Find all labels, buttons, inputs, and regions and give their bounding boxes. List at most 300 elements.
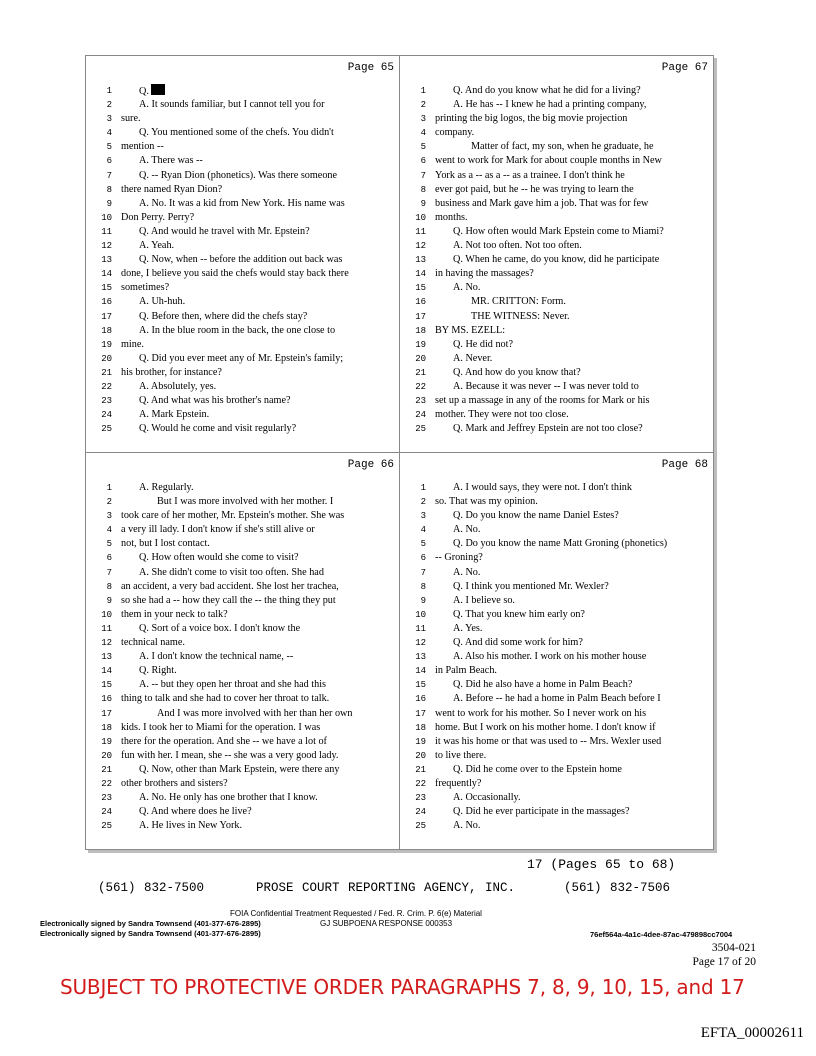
transcript-line (400, 112, 713, 126)
line-number: 21 (101, 367, 112, 378)
transcript-line (400, 566, 713, 580)
transcript-line (400, 608, 713, 622)
line-text: But I was more involved with her mother. I (157, 496, 334, 508)
redaction-box (151, 84, 165, 95)
line-number: 4 (106, 525, 112, 536)
line-text: A. I don't know the technical name, -- (139, 651, 294, 663)
line-number: 14 (101, 666, 112, 677)
line-number: 10 (415, 212, 426, 223)
line-text: other brothers and sisters? (121, 777, 228, 789)
transcript-line (400, 197, 713, 211)
line-number: 22 (101, 778, 112, 789)
transcript-line (86, 267, 399, 281)
line-number: 21 (415, 367, 426, 378)
line-text: Q. (139, 84, 165, 99)
transcript-line (400, 126, 713, 140)
line-text: home. But I work on his mother home. I don't know if (435, 721, 656, 733)
line-number: 6 (420, 156, 426, 167)
pages-summary: 17 (Pages 65 to 68) (527, 857, 676, 872)
line-number: 13 (415, 255, 426, 266)
transcript-line (86, 636, 399, 650)
line-number: 13 (101, 255, 112, 266)
line-text: Q. Did he ever participate in the massages? (453, 806, 630, 818)
transcript-line (400, 281, 713, 295)
line-number: 17 (101, 708, 112, 719)
transcript-line (86, 140, 399, 154)
line-text: Q. Sort of a voice box. I don't know the (139, 622, 301, 634)
line-number: 22 (415, 778, 426, 789)
line-text: A. Uh-huh. (139, 296, 186, 308)
transcript-line (400, 636, 713, 650)
line-number: 9 (420, 198, 426, 209)
line-text: went to work for Mark for about couple months in New (435, 155, 662, 167)
line-text: And I was more involved with her than her own (157, 707, 353, 719)
page-label: Page 68 (661, 459, 708, 471)
line-number: 8 (420, 184, 426, 195)
transcript-line (400, 366, 713, 380)
line-text: Q. And would he travel with Mr. Epstein? (139, 225, 310, 237)
line-number: 1 (420, 483, 426, 493)
line-text: Q. How often would she come to visit? (139, 552, 299, 564)
transcript-line (86, 324, 399, 338)
line-number: 24 (415, 410, 426, 421)
e-signature-2: Electronically signed by Sandra Townsend (401-377-676-2895) (40, 929, 261, 938)
transcript-line (400, 211, 713, 225)
line-text: fun with her. I mean, she -- she was a very good lady. (121, 749, 339, 761)
line-number: 25 (101, 424, 112, 435)
line-text: Q. That you knew him early on? (453, 608, 585, 620)
transcript-line (400, 777, 713, 791)
line-text: Q. And what was his brother's name? (139, 395, 291, 407)
transcript-line (86, 509, 399, 523)
line-text: A. He lives in New York. (139, 820, 243, 832)
transcript-line (400, 183, 713, 197)
transcript-page-66 (86, 453, 399, 849)
line-number: 5 (106, 142, 112, 153)
line-number: 11 (415, 623, 426, 634)
line-number: 11 (415, 226, 426, 237)
transcript-line (86, 84, 399, 98)
line-number: 10 (415, 609, 426, 620)
line-number: 5 (420, 142, 426, 153)
line-number: 5 (106, 539, 112, 550)
line-text: mention -- (121, 141, 164, 153)
transcript-line (400, 749, 713, 763)
transcript-lines (400, 84, 713, 436)
line-number: 25 (101, 821, 112, 832)
line-text: Q. You mentioned some of the chefs. You didn't (139, 127, 334, 139)
line-text: A. Not too often. Not too often. (453, 240, 582, 252)
transcript-line (400, 422, 713, 436)
line-number: 7 (106, 170, 112, 181)
line-number: 9 (106, 595, 112, 606)
transcript-line (86, 281, 399, 295)
case-number: 3504-021 (711, 942, 756, 954)
line-number: 7 (420, 170, 426, 181)
transcript-line (86, 239, 399, 253)
transcript-line (86, 408, 399, 422)
page-label: Page 65 (347, 62, 394, 74)
line-text: there named Ryan Dion? (121, 183, 223, 195)
transcript-grid (85, 55, 714, 850)
line-text: Matter of fact, my son, when he graduate, he (471, 141, 654, 153)
line-number: 24 (415, 807, 426, 818)
transcript-line (400, 678, 713, 692)
line-number: 8 (106, 581, 112, 592)
line-number: 16 (415, 297, 426, 308)
line-text: ever got paid, but he -- he was trying to learn the (435, 183, 634, 195)
line-number: 20 (101, 750, 112, 761)
transcript-line (400, 154, 713, 168)
line-text: in having the massages? (435, 268, 534, 280)
line-number: 3 (106, 114, 112, 125)
line-text: in Palm Beach. (435, 665, 497, 677)
line-number: 4 (106, 128, 112, 139)
transcript-line (400, 791, 713, 805)
line-number: 4 (420, 128, 426, 139)
document-hash: 76ef564a-4a1c-4dee-87ac-479898cc7004 (590, 930, 733, 939)
transcript-line (400, 735, 713, 749)
transcript-page-67 (400, 56, 713, 452)
line-number: 11 (101, 226, 112, 237)
transcript-line (86, 310, 399, 324)
line-number: 15 (415, 283, 426, 294)
line-text: A. Also his mother. I work on his mother house (453, 651, 647, 663)
line-text: A. Yeah. (139, 240, 175, 252)
line-number: 6 (420, 553, 426, 564)
line-number: 23 (415, 396, 426, 407)
line-text: -- Groning? (435, 552, 483, 564)
line-text: Q. Do you know the name Matt Groning (phonetics) (453, 538, 668, 550)
line-number: 6 (106, 156, 112, 167)
transcript-line (400, 98, 713, 112)
line-number: 21 (415, 764, 426, 775)
line-text: A. No. (453, 282, 481, 294)
line-text: a very ill lady. I don't know if she's still alive or (121, 524, 315, 536)
transcript-line (86, 692, 399, 706)
line-text: his brother, for instance? (121, 366, 222, 378)
line-text: months. (435, 211, 468, 223)
foia-stamp: FOIA Confidential Treatment Requested / Fed. R. Crim. P. 6(e) Material (230, 909, 482, 918)
line-number: 1 (106, 86, 112, 96)
transcript-line (86, 735, 399, 749)
line-text: Q. Did he also have a home in Palm Beach? (453, 679, 633, 691)
transcript-line (86, 338, 399, 352)
transcript-line (86, 594, 399, 608)
transcript-line (86, 112, 399, 126)
line-number: 11 (101, 623, 112, 634)
transcript-line (86, 622, 399, 636)
transcript-line (86, 422, 399, 436)
line-text: company. (435, 127, 475, 139)
line-number: 15 (415, 680, 426, 691)
transcript-line (86, 169, 399, 183)
line-text: not, but I lost contact. (121, 538, 210, 550)
transcript-line (400, 481, 713, 495)
transcript-line (86, 580, 399, 594)
transcript-line (400, 692, 713, 706)
line-number: 2 (106, 100, 112, 111)
line-text: A. Occasionally. (453, 792, 521, 804)
line-number: 9 (420, 595, 426, 606)
line-text: Q. Now, when -- before the addition out back was (139, 254, 343, 266)
line-number: 17 (101, 311, 112, 322)
transcript-line (86, 707, 399, 721)
transcript-line (400, 721, 713, 735)
line-number: 16 (101, 694, 112, 705)
line-text: them in your neck to talk? (121, 608, 228, 620)
transcript-line (400, 169, 713, 183)
line-text: done, I believe you said the chefs would stay back there (121, 268, 349, 280)
line-number: 12 (101, 241, 112, 252)
transcript-line (400, 267, 713, 281)
line-text: A. Mark Epstein. (139, 409, 210, 421)
e-signature-1: Electronically signed by Sandra Townsend (401-377-676-2895) (40, 919, 261, 928)
line-number: 2 (106, 497, 112, 508)
line-number: 23 (101, 396, 112, 407)
transcript-line (86, 225, 399, 239)
transcript-line (86, 763, 399, 777)
line-text: set up a massage in any of the rooms for Mark or his (435, 395, 650, 407)
line-number: 15 (101, 283, 112, 294)
line-number: 12 (101, 638, 112, 649)
transcript-lines (86, 84, 399, 436)
line-text: A. In the blue room in the back, the one close to (139, 324, 336, 336)
transcript-line (400, 805, 713, 819)
line-number: 20 (415, 750, 426, 761)
transcript-line (400, 523, 713, 537)
transcript-line (400, 253, 713, 267)
transcript-line (400, 594, 713, 608)
line-text: mine. (121, 338, 144, 350)
line-text: A. I would says, they were not. I don't think (453, 482, 632, 493)
line-text: A. No. It was a kid from New York. His name was (139, 197, 345, 209)
line-number: 18 (415, 325, 426, 336)
line-text: A. I believe so. (453, 594, 515, 606)
line-text: there for the operation. And she -- we have a lot of (121, 735, 327, 747)
line-text: took care of her mother, Mr. Epstein's mother. She was (121, 510, 345, 522)
transcript-line (400, 225, 713, 239)
line-number: 24 (101, 807, 112, 818)
line-number: 3 (420, 114, 426, 125)
line-number: 7 (106, 567, 112, 578)
line-number: 19 (415, 736, 426, 747)
line-text: Q. And where does he live? (139, 806, 252, 818)
line-text: Q. Before then, where did the chefs stay? (139, 310, 308, 322)
line-number: 16 (101, 297, 112, 308)
transcript-line (86, 664, 399, 678)
transcript-line (86, 608, 399, 622)
transcript-line (86, 791, 399, 805)
transcript-line (400, 650, 713, 664)
line-text: Q. Now, other than Mark Epstein, were there any (139, 763, 340, 775)
line-number: 18 (101, 722, 112, 733)
line-number: 6 (106, 553, 112, 564)
transcript-page-65 (86, 56, 399, 452)
page-of-total: Page 17 of 20 (692, 956, 756, 968)
line-number: 17 (415, 708, 426, 719)
line-text: so. That was my opinion. (435, 496, 538, 508)
transcript-line (86, 295, 399, 309)
line-number: 3 (106, 511, 112, 522)
line-number: 12 (415, 241, 426, 252)
line-number: 13 (101, 652, 112, 663)
transcript-line (400, 84, 713, 98)
transcript-page-68 (400, 453, 713, 849)
line-number: 19 (101, 736, 112, 747)
line-text: went to work for his mother. So I never work on his (435, 707, 647, 719)
transcript-line (400, 707, 713, 721)
line-number: 7 (420, 567, 426, 578)
transcript-line (86, 749, 399, 763)
line-text: A. No. (453, 524, 481, 536)
line-text: A. He has -- I knew he had a printing company, (453, 99, 647, 111)
transcript-line (400, 763, 713, 777)
transcript-line (400, 324, 713, 338)
line-number: 14 (101, 269, 112, 280)
line-number: 1 (106, 483, 112, 493)
line-number: 25 (415, 424, 426, 435)
line-number: 8 (420, 581, 426, 592)
line-number: 9 (106, 198, 112, 209)
transcript-line (86, 366, 399, 380)
line-number: 3 (420, 511, 426, 522)
transcript-line (400, 408, 713, 422)
line-number: 1 (420, 86, 426, 96)
gj-subpoena-stamp: GJ SUBPOENA RESPONSE 000353 (320, 919, 453, 928)
transcript-lines (86, 481, 399, 833)
transcript-line (400, 819, 713, 833)
line-text: sometimes? (121, 282, 170, 294)
line-number: 10 (101, 212, 112, 223)
line-text: kids. I took her to Miami for the operation. I was (121, 721, 321, 733)
line-text: Q. He did not? (453, 338, 513, 350)
transcript-line (400, 239, 713, 253)
line-text: A. Yes. (453, 622, 483, 634)
transcript-line (86, 126, 399, 140)
line-number: 23 (101, 793, 112, 804)
line-text: A. There was -- (139, 155, 203, 167)
line-text: Q. Mark and Jeffrey Epstein are not too close? (453, 423, 643, 435)
line-text: business and Mark gave him a job. That was for few (435, 197, 649, 209)
line-number: 25 (415, 821, 426, 832)
transcript-line (86, 154, 399, 168)
transcript-line (400, 509, 713, 523)
line-text: Q. I think you mentioned Mr. Wexler? (453, 580, 609, 592)
transcript-line (86, 523, 399, 537)
transcript-line (86, 394, 399, 408)
line-text: printing the big logos, the big movie projection (435, 113, 628, 125)
line-number: 16 (415, 694, 426, 705)
transcript-line (86, 183, 399, 197)
line-number: 2 (420, 100, 426, 111)
line-number: 4 (420, 525, 426, 536)
page-label: Page 66 (347, 459, 394, 471)
transcript-line (400, 140, 713, 154)
line-text: A. She didn't come to visit too often. She had (139, 566, 324, 578)
line-number: 18 (101, 325, 112, 336)
line-number: 13 (415, 652, 426, 663)
line-text: A. Before -- he had a home in Palm Beach before I (453, 693, 661, 705)
line-number: 19 (101, 339, 112, 350)
phone-left: (561) 832-7500 (98, 881, 205, 895)
line-number: 14 (415, 269, 426, 280)
line-text: A. -- but they open her throat and she had this (139, 679, 327, 691)
line-text: THE WITNESS: Never. (471, 310, 570, 322)
line-text: sure. (121, 113, 141, 125)
page-label: Page 67 (661, 62, 708, 74)
line-number: 24 (101, 410, 112, 421)
line-text: A. Because it was never -- I was never told to (453, 380, 639, 392)
line-number: 20 (101, 353, 112, 364)
transcript-line (400, 338, 713, 352)
transcript-line (86, 650, 399, 664)
transcript-line (400, 394, 713, 408)
line-text: Don Perry. Perry? (121, 211, 195, 223)
line-number: 5 (420, 539, 426, 550)
line-number: 8 (106, 184, 112, 195)
line-number: 12 (415, 638, 426, 649)
line-number: 10 (101, 609, 112, 620)
line-number: 14 (415, 666, 426, 677)
transcript-line (86, 678, 399, 692)
line-text: A. Absolutely, yes. (139, 380, 217, 392)
line-number: 20 (415, 353, 426, 364)
line-text: so she had a -- how they call the -- the thing they put (121, 594, 336, 606)
transcript-line (400, 622, 713, 636)
line-number: 15 (101, 680, 112, 691)
protective-order-notice: SUBJECT TO PROTECTIVE ORDER PARAGRAPHS 7, 8, 9, 10, 15, and 17 (60, 975, 745, 999)
line-text: frequently? (435, 777, 482, 789)
transcript-line (86, 566, 399, 580)
line-text: it was his home or that was used to -- Mrs. Wexler used (435, 735, 662, 747)
transcript-line (86, 380, 399, 394)
transcript-line (400, 551, 713, 565)
transcript-line (86, 197, 399, 211)
line-text: technical name. (121, 637, 185, 649)
transcript-line (400, 495, 713, 509)
line-text: A. Regularly. (139, 482, 194, 493)
transcript-lines (400, 481, 713, 833)
transcript-line (86, 253, 399, 267)
line-text: mother. They were not too close. (435, 409, 569, 421)
line-text: Q. Would he come and visit regularly? (139, 423, 297, 435)
line-text: to live there. (435, 749, 487, 761)
transcript-line (400, 380, 713, 394)
transcript-line (86, 537, 399, 551)
transcript-line (86, 495, 399, 509)
line-text: A. No. He only has one brother that I know. (139, 792, 318, 804)
transcript-line (400, 295, 713, 309)
transcript-line (86, 819, 399, 833)
line-text: Q. And how do you know that? (453, 366, 581, 378)
line-number: 21 (101, 764, 112, 775)
transcript-line (400, 580, 713, 594)
transcript-line (86, 98, 399, 112)
line-text: Q. How often would Mark Epstein come to Miami? (453, 225, 664, 237)
transcript-line (86, 805, 399, 819)
line-number: 22 (415, 381, 426, 392)
line-text: Q. When he came, do you know, did he participate (453, 254, 660, 266)
transcript-line (86, 481, 399, 495)
transcript-line (86, 211, 399, 225)
line-number: 2 (420, 497, 426, 508)
line-text: BY MS. EZELL: (435, 324, 506, 336)
transcript-line (86, 551, 399, 565)
agency-name: PROSE COURT REPORTING AGENCY, INC. (256, 881, 516, 895)
line-text: Q. Did you ever meet any of Mr. Epstein's family; (139, 352, 344, 364)
line-number: 22 (101, 381, 112, 392)
